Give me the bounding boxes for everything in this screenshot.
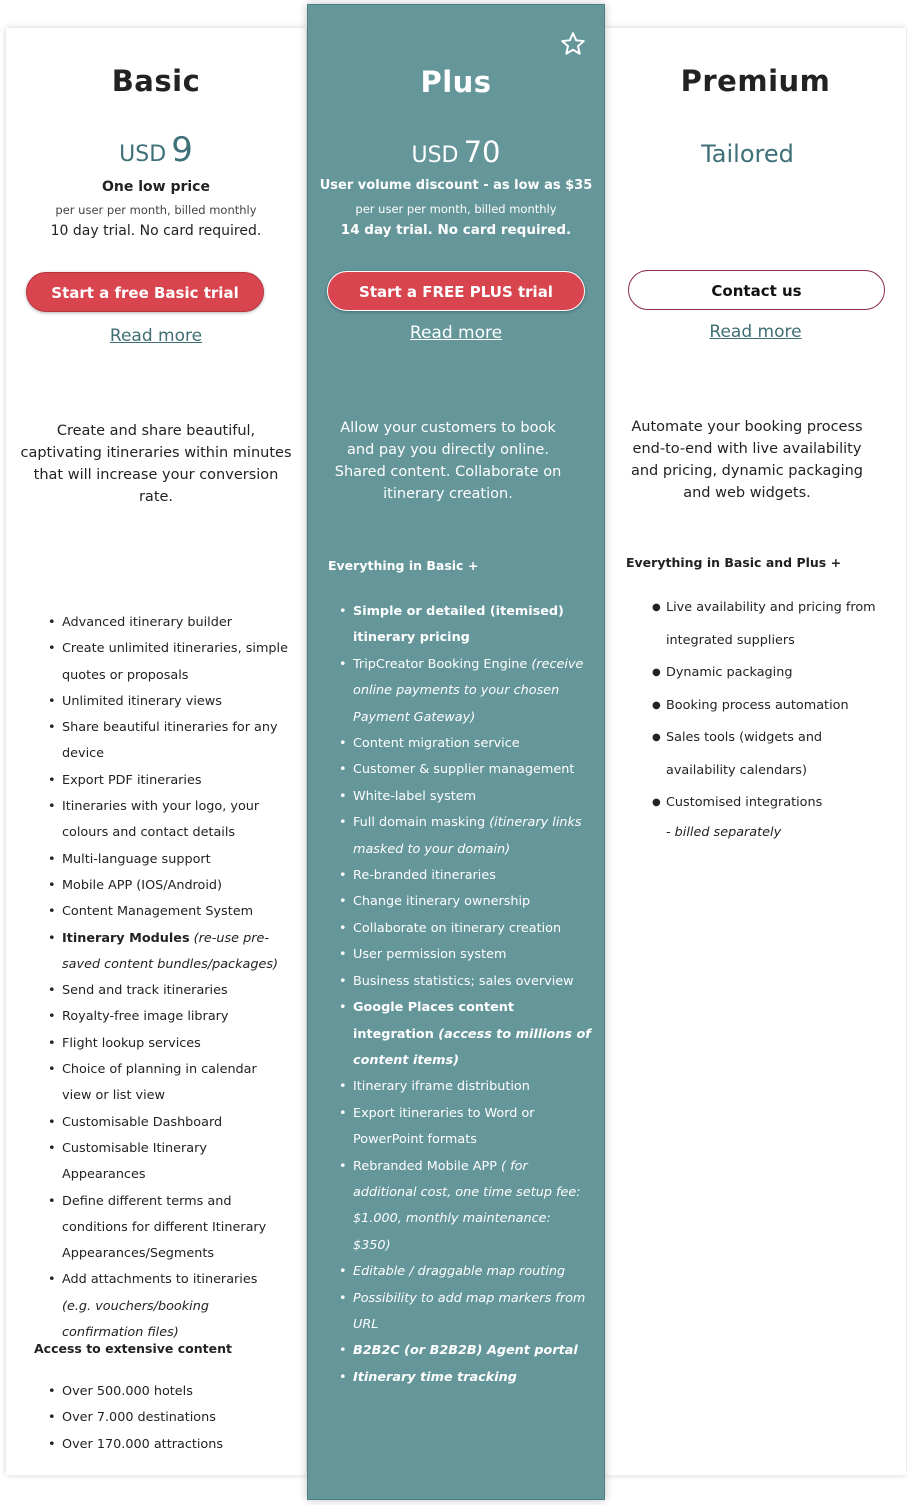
- feature-text: Content Management System: [62, 904, 254, 920]
- feature-item: [48, 1057, 288, 1110]
- feature-bold-text: Google Places content integration: [353, 1000, 515, 1042]
- feature-item: [339, 810, 591, 863]
- basic-tagline: One low price: [102, 179, 210, 195]
- feature-item: [339, 1286, 591, 1339]
- plus-plan-card: [307, 4, 605, 1500]
- plus-trial: 14 day trial. No card required.: [340, 222, 572, 238]
- feature-item: [48, 873, 288, 899]
- feature-item: [48, 794, 288, 847]
- feature-item: [48, 1405, 288, 1431]
- feature-text: Advanced itinerary builder: [62, 615, 232, 630]
- feature-item: [339, 1338, 591, 1364]
- plus-amount: 70: [463, 135, 501, 169]
- feature-text: White-label system: [353, 788, 477, 804]
- feature-item: [339, 889, 591, 915]
- plus-feature-list: [339, 599, 591, 1391]
- feature-note: (receive online payments to your chosen Payment Gateway): [353, 656, 584, 725]
- feature-item: [339, 784, 591, 810]
- feature-item: [339, 652, 591, 731]
- feature-item: [652, 787, 892, 820]
- feature-text: Send and track itineraries: [62, 983, 228, 999]
- start-plus-trial-button[interactable]: Start a FREE PLUS trial: [327, 271, 585, 311]
- premium-price: Tailored: [701, 140, 794, 168]
- feature-text: Full domain masking: [353, 815, 490, 831]
- feature-text: TripCreator Booking Engine: [353, 656, 532, 672]
- contact-us-button[interactable]: Contact us: [628, 270, 885, 310]
- feature-text: Rebranded Mobile APP: [353, 1158, 502, 1174]
- feature-text: Add attachments to itineraries: [62, 1272, 258, 1288]
- feature-text: Sales tools (widgets and availability calendars): [666, 730, 823, 778]
- premium-title: Premium: [680, 64, 831, 98]
- feature-text: Over 7.000 destinations: [62, 1410, 216, 1426]
- feature-text: Itineraries with your logo, your colours and contact details: [62, 799, 260, 841]
- feature-bold-text: Simple or detailed (itemised) itinerary pricing: [353, 604, 564, 646]
- feature-bold-italic-text: (access to millions of content items): [353, 1026, 591, 1068]
- feature-item: [48, 926, 288, 979]
- feature-note: (itinerary links masked to your domain): [353, 815, 582, 857]
- feature-text: Over 170.000 attractions: [62, 1436, 224, 1452]
- feature-text: Customisable Itinerary Appearances: [62, 1140, 207, 1183]
- feature-text: Export PDF itineraries: [62, 772, 202, 788]
- feature-item: [339, 757, 591, 783]
- plus-price: [308, 135, 604, 169]
- plus-billing: per user per month, billed monthly: [355, 202, 557, 216]
- feature-text: Collaborate on itinerary creation: [353, 920, 562, 936]
- feature-item: [48, 978, 288, 1004]
- feature-text: Business statistics; sales overview: [353, 973, 574, 989]
- plus-description: Allow your customers to book and pay you directly online. Shared content. Collaborate on itinerary creation.: [334, 420, 562, 502]
- feature-text: Royalty-free image library: [62, 1009, 229, 1025]
- feature-text: Booking process automation: [666, 697, 849, 713]
- feature-item: [339, 995, 591, 1074]
- star-outline-icon[interactable]: [560, 31, 586, 57]
- feature-item: [339, 1365, 591, 1391]
- feature-note: Possibility to add map markers from URL: [353, 1290, 586, 1332]
- feature-item: [48, 636, 288, 689]
- feature-text: Mobile APP (IOS/Android): [62, 877, 223, 893]
- feature-text: Unlimited itinerary views: [62, 693, 222, 709]
- basic-billing: per user per month, billed monthly: [55, 203, 257, 217]
- feature-item: [339, 942, 591, 968]
- feature-text: Define different terms and conditions for different Itinerary Appearances/Segments: [62, 1193, 267, 1262]
- feature-item: [652, 690, 892, 723]
- basic-currency: USD: [119, 142, 167, 167]
- feature-item: [48, 1004, 288, 1030]
- basic-trial: 10 day trial. No card required.: [50, 223, 262, 239]
- basic-content-list: [48, 1379, 288, 1458]
- feature-bold-text: Itinerary Modules: [62, 930, 190, 946]
- feature-text: Over 500.000 hotels: [62, 1384, 193, 1399]
- basic-plan-card: [6, 28, 306, 1475]
- feature-bold-italic-text: Itinerary time tracking: [353, 1369, 517, 1385]
- feature-item: [339, 1259, 591, 1285]
- plus-read-more-link[interactable]: Read more: [409, 323, 503, 343]
- feature-item: [339, 916, 591, 942]
- feature-item: [48, 899, 288, 925]
- feature-item: [339, 599, 591, 652]
- feature-item: [48, 715, 288, 768]
- premium-description: Automate your booking process end-to-end with live availability and pricing, dynamic packaging and web widgets.: [630, 419, 863, 501]
- feature-item: [339, 863, 591, 889]
- feature-text: Share beautiful itineraries for any device: [62, 720, 278, 762]
- feature-bold-italic-text: B2B2C (or B2B2B) Agent portal: [353, 1343, 578, 1359]
- feature-text: Multi-language support: [62, 851, 211, 867]
- feature-note: ( for additional cost, one time setup fee: $1.000, monthly maintenance: $350): [353, 1158, 581, 1253]
- feature-item: [48, 768, 288, 794]
- feature-note: Editable / draggable map routing: [353, 1264, 566, 1280]
- feature-item: [339, 1074, 591, 1100]
- feature-text: Change itinerary ownership: [353, 894, 531, 910]
- plus-tagline: User volume discount - as low as $35: [319, 178, 593, 193]
- premium-plan-card: [605, 28, 906, 1475]
- feature-item: [48, 1432, 288, 1458]
- feature-text: Content migration service: [353, 736, 520, 752]
- plus-currency: USD: [411, 143, 459, 168]
- plus-title: Plus: [420, 65, 492, 99]
- feature-note: (e.g. vouchers/booking confirmation files): [62, 1298, 209, 1341]
- feature-item: [652, 657, 892, 690]
- feature-item: [339, 731, 591, 757]
- feature-item: [48, 610, 288, 636]
- basic-price: [6, 130, 306, 170]
- feature-text: User permission system: [353, 947, 507, 963]
- feature-text: Flight lookup services: [62, 1035, 201, 1051]
- feature-text: Live availability and pricing from integrated suppliers: [666, 600, 876, 648]
- feature-item: [48, 1110, 288, 1136]
- feature-item: [48, 1189, 288, 1268]
- feature-item: [339, 1154, 591, 1260]
- basic-description: Create and share beautiful, captivating itineraries within minutes that will increase your conversion rate.: [20, 423, 292, 505]
- feature-item: [48, 847, 288, 873]
- feature-text: Re-branded itineraries: [353, 868, 496, 884]
- basic-read-more-link[interactable]: Read more: [109, 326, 203, 346]
- feature-text: Customised integrations: [666, 795, 823, 810]
- feature-text: Choice of planning in calendar view or list view: [62, 1062, 257, 1104]
- basic-amount: 9: [171, 130, 193, 170]
- basic-content-heading: Access to extensive content: [34, 1341, 232, 1356]
- feature-text: Create unlimited itineraries, simple quotes or proposals: [62, 641, 288, 683]
- feature-item: [48, 1267, 288, 1346]
- feature-text: Customisable Dashboard: [62, 1114, 223, 1130]
- start-basic-trial-button[interactable]: Start a free Basic trial: [26, 272, 264, 312]
- premium-note: - billed separately: [666, 825, 782, 840]
- feature-item: [48, 1379, 288, 1405]
- feature-text: Export itineraries to Word or PowerPoint formats: [353, 1105, 535, 1148]
- feature-text: Customer & supplier management: [353, 762, 575, 778]
- feature-text: Dynamic packaging: [666, 665, 793, 680]
- feature-item: [652, 722, 892, 787]
- premium-section-heading: Everything in Basic and Plus +: [626, 555, 842, 570]
- feature-item: [48, 689, 288, 715]
- basic-title: Basic: [111, 64, 201, 98]
- feature-item: [652, 592, 892, 657]
- premium-read-more-link[interactable]: Read more: [709, 322, 802, 342]
- feature-text: Itinerary iframe distribution: [353, 1079, 530, 1095]
- feature-item: [339, 1101, 591, 1154]
- feature-item: [339, 969, 591, 995]
- premium-feature-list: [652, 592, 892, 820]
- feature-item: [48, 1136, 288, 1189]
- basic-feature-list: [48, 610, 288, 1346]
- feature-item: [48, 1031, 288, 1057]
- plus-section-heading: Everything in Basic +: [328, 558, 479, 573]
- feature-note: (re-use pre-saved content bundles/packages): [62, 930, 278, 972]
